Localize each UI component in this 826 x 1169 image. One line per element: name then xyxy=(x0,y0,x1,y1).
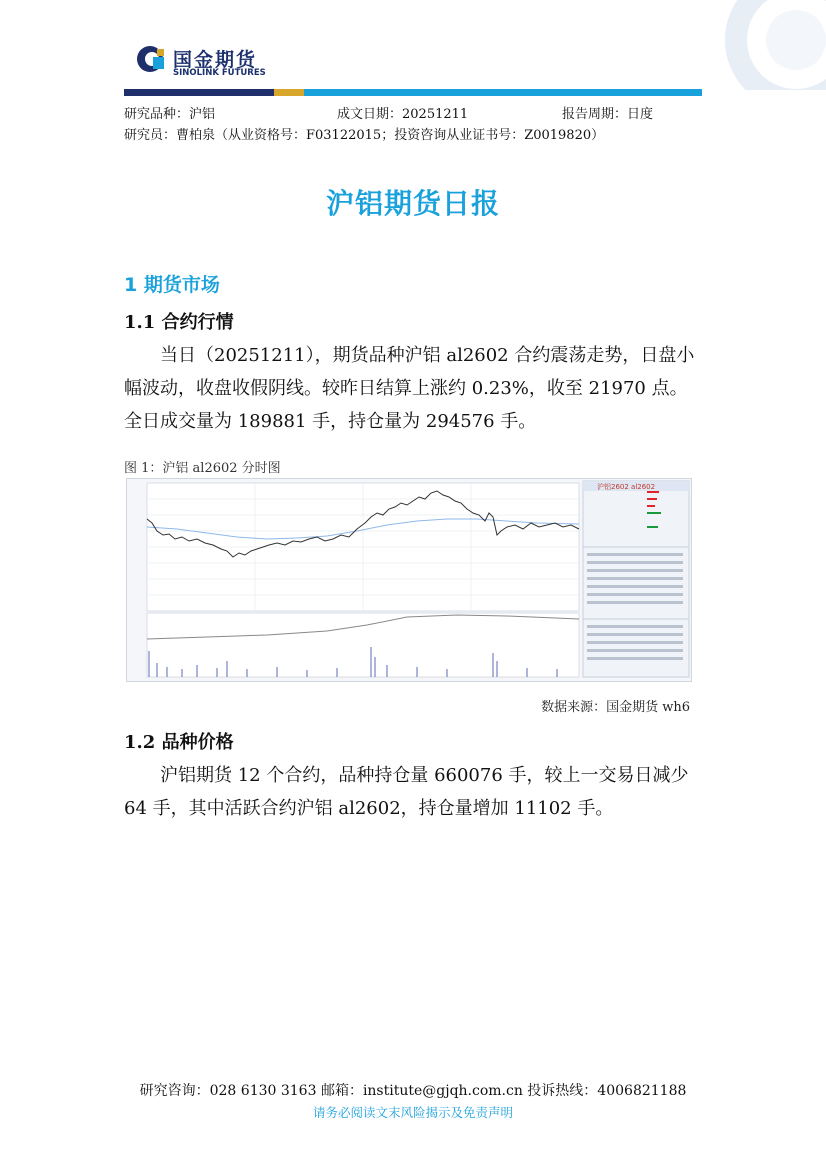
logo-english-text: SINOLINK FUTURES xyxy=(173,68,266,78)
section-heading-futures-market: 1 期货市场 xyxy=(124,274,220,296)
paragraph-contract-summary: 当日（20251211），期货品种沪铝 al2602 合约震荡走势，日盘小幅波动，收盘收假阴线。较昨日结算上涨约 0.23%，收至 21970 点。全日成交量为 189881 手，持仓量为 294576 手。 xyxy=(124,345,695,432)
footer-contact: 研究咨询：028 6130 3163 邮箱：institute@gjqh.com.cn 投诉热线：4006821188 xyxy=(139,1083,687,1099)
paragraph-variety-price: 沪铝期货 12 个合约，品种持仓量 660076 手，较上一交易日减少 64 手，其中活跃合约沪铝 al2602，持仓量增加 11102 手。 xyxy=(124,765,689,819)
chart-panel-title: 沪铝2602 al2602 xyxy=(597,483,656,491)
logo-chinese-text: 国金期货 xyxy=(173,49,258,71)
header-decoration-icon xyxy=(656,0,826,90)
footer-disclaimer: 请务必阅读文末风险揭示及免责声明 xyxy=(312,1105,513,1120)
subsection-heading-variety-price: 1.2 品种价格 xyxy=(124,732,234,753)
figure-caption: 图 1：沪铝 al2602 分时图 xyxy=(124,461,281,476)
company-logo xyxy=(136,42,296,82)
meta-date: 成文日期：20251211 xyxy=(337,107,469,122)
logo-mark-icon xyxy=(136,42,166,76)
chart-source: 数据来源：国金期货 wh6 xyxy=(541,700,690,715)
subsection-heading-contract: 1.1 合约行情 xyxy=(124,312,234,333)
meta-period: 报告周期：日度 xyxy=(562,107,654,122)
meta-researcher: 研究员：曹柏泉（从业资格号：F03122015；投资咨询从业证书号：Z0019820） xyxy=(124,128,605,143)
header-bar-navy xyxy=(124,89,274,96)
intraday-chart-svg xyxy=(127,479,691,681)
intraday-chart-image xyxy=(126,478,692,682)
meta-variety: 研究品种：沪铝 xyxy=(124,107,216,122)
document-title: 沪铝期货日报 xyxy=(325,187,500,220)
header-bar-blue xyxy=(304,89,702,96)
header-bar-gold xyxy=(274,89,304,96)
